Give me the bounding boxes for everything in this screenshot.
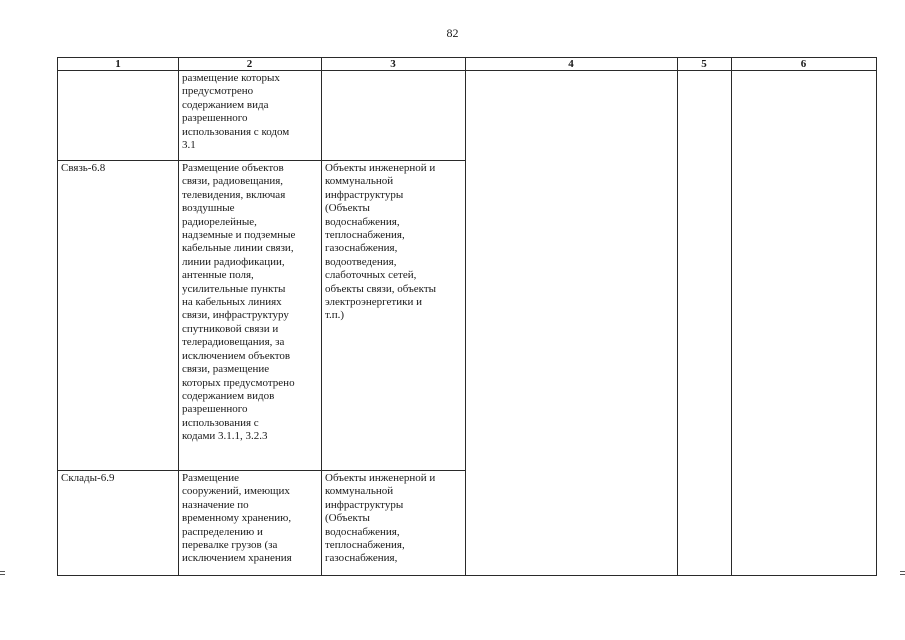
column-divider [178,58,179,575]
table-cell-row1-col2: размещение которых предусмотрено содержанием вида разрешенного использования с кодом 3.1 [182,72,290,152]
table-cell-row2-col3: Объекты инженерной и коммунальной инфраструктуры (Объекты водоснабжения, теплоснабжения, газоснабжения, водоотведения, слаботочных сетей, объекты связи, объекты электроэнергетики и т.п.) [325,162,437,322]
scan-edge-mark [0,571,5,572]
column-divider [321,58,322,575]
column-header-6: 6 [800,58,807,70]
table-cell-row3-col2: Размещение сооружений, имеющих назначение по временному хранению, распределению и перевалке грузов (за исключением хранения [182,472,292,565]
column-header-2: 2 [246,58,253,70]
column-divider [731,58,732,575]
scan-edge-mark [0,574,5,575]
column-header-5: 5 [701,58,707,70]
table-cell-row3-col1: Склады-6.9 [61,472,115,484]
column-header-4: 4 [568,58,574,70]
row-divider [58,160,465,161]
header-row-divider [58,70,876,71]
column-divider [677,58,678,575]
table-cell-row2-col2: Размещение объектов связи, радиовещания, телевидения, включая воздушные радиорелейные, надземные и подземные кабельные линии связи, линии радиофикации, антенные поля, усилительные пункты на кабельных линиях связи, инфраструктуру спутниковой связи и телерадиовещания, за исключением объектов связи, размещение которых предусмотрено содержанием видов разрешенного использования с кодами 3.1.1, 3.2.3 [182,162,296,443]
land-use-table [57,57,877,576]
row-divider [58,470,465,471]
table-cell-row2-col1: Связь-6.8 [61,162,106,174]
column-divider [465,58,466,575]
table-cell-row3-col3: Объекты инженерной и коммунальной инфраструктуры (Объекты водоснабжения, теплоснабжения, газоснабжения, [325,472,436,565]
column-header-3: 3 [390,58,396,70]
scan-edge-mark [900,571,905,572]
page-number: 82 [446,26,459,40]
scan-edge-mark [900,574,905,575]
column-header-1: 1 [115,58,121,70]
